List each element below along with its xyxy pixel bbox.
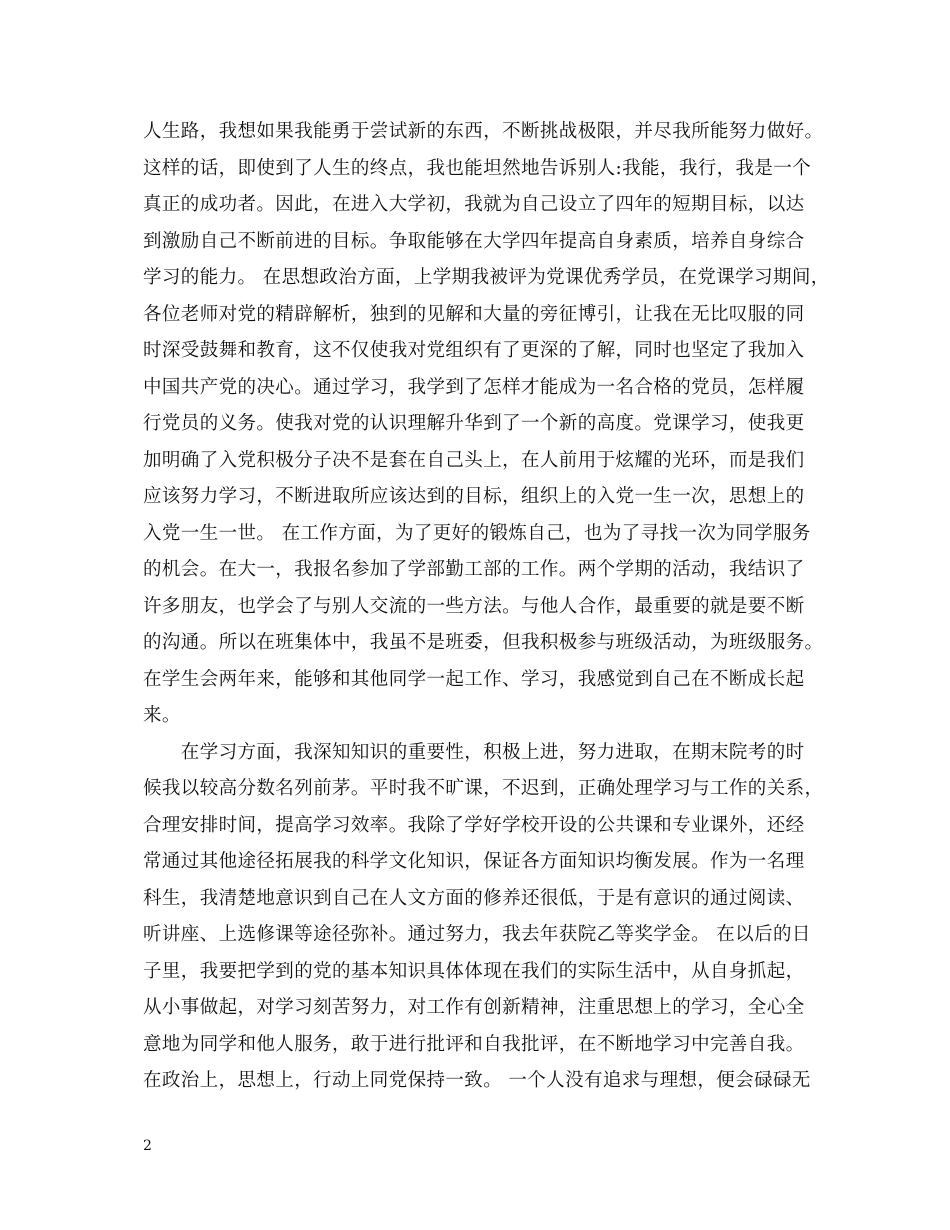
- text-line: 真正的成功者。因此，在进入大学初，我就为自己设立了四年的短期目标，以达: [143, 194, 805, 215]
- text-line: 候我以较高分数名列前茅。平时我不旷课，不迟到，正确处理学习与工作的关系，: [143, 778, 824, 799]
- text-line: 时深受鼓舞和教育，这不仅使我对党组织有了更深的了解，同时也坚定了我加入: [143, 340, 805, 361]
- text-line: 子里，我要把学到的党的基本知识具体体现在我们的实际生活中，从自身抓起，: [143, 960, 805, 982]
- text-line: 在政治上，思想上，行动上同党保持一致。 一个人没有追求与理想，便会碌碌无: [143, 1070, 811, 1091]
- text-line: 来。: [143, 705, 181, 726]
- text-line: 常通过其他途径拓展我的科学文化知识，保证各方面知识均衡发展。作为一名理: [143, 851, 805, 872]
- text-line: 中国共产党的决心。通过学习，我学到了怎样才能成为一名合格的党员，怎样履: [143, 376, 805, 398]
- text-line: 听讲座、上选修课等途径弥补。通过努力，我去年获院乙等奖学金。 在以后的日: [143, 924, 811, 945]
- text-line: 加明确了入党积极分子决不是套在自己头上，在人前用于炫耀的光环，而是我们: [143, 449, 805, 471]
- text-line: 到激励自己不断前进的目标。争取能够在大学四年提高自身素质，培养自身综合: [143, 230, 805, 252]
- text-line: 行党员的义务。使我对党的认识理解升华到了一个新的高度。党课学习，使我更: [143, 413, 805, 434]
- text-line: 学习的能力。 在思想政治方面，上学期我被评为党课优秀学员，在党课学习期间，: [143, 267, 830, 288]
- text-line: 人生路，我想如果我能勇于尝试新的东西，不断挑战极限，并尽我所能努力做好。: [143, 121, 824, 142]
- text-line: 这样的话，即使到了人生的终点，我也能坦然地告诉别人:我能，我行，我是一个: [143, 157, 812, 179]
- text-line: 应该努力学习，不断进取所应该达到的目标，组织上的入党一生一次，思想上的: [143, 486, 805, 507]
- text-line: 的机会。在大一，我报名参加了学部勤工部的工作。两个学期的活动，我结识了: [143, 559, 805, 580]
- text-line: 在学习方面，我深知知识的重要性，积极上进，努力进取，在期末院考的时: [143, 741, 805, 763]
- text-line: 在学生会两年来，能够和其他同学一起工作、学习，我感觉到自己在不断成长起: [143, 668, 805, 690]
- text-line: 许多朋友，也学会了与别人交流的一些方法。与他人合作，最重要的就是要不断: [143, 595, 805, 617]
- text-line: 各位老师对党的精辟解析，独到的见解和大量的旁征博引，让我在无比叹服的同: [143, 303, 805, 325]
- page-number: 2: [143, 1138, 152, 1154]
- text-line: 合理安排时间，提高学习效率。我除了学好学校开设的公共课和专业课外，还经: [143, 814, 805, 836]
- text-line: 的沟通。所以在班集体中，我虽不是班委，但我积极参与班级活动，为班级服务。: [143, 632, 824, 653]
- text-line: 意地为同学和他人服务，敢于进行批评和自我批评，在不断地学习中完善自我。: [143, 1033, 805, 1055]
- body-text: [143, 114, 830, 1100]
- text-line: 从小事做起，对学习刻苦努力，对工作有创新精神，注重思想上的学习，全心全: [143, 997, 805, 1018]
- text-line: 入党一生一世。 在工作方面，为了更好的锻炼自己，也为了寻找一次为同学服务: [143, 522, 811, 544]
- text-line: 科生，我清楚地意识到自己在人文方面的修养还很低，于是有意识的通过阅读、: [143, 887, 805, 909]
